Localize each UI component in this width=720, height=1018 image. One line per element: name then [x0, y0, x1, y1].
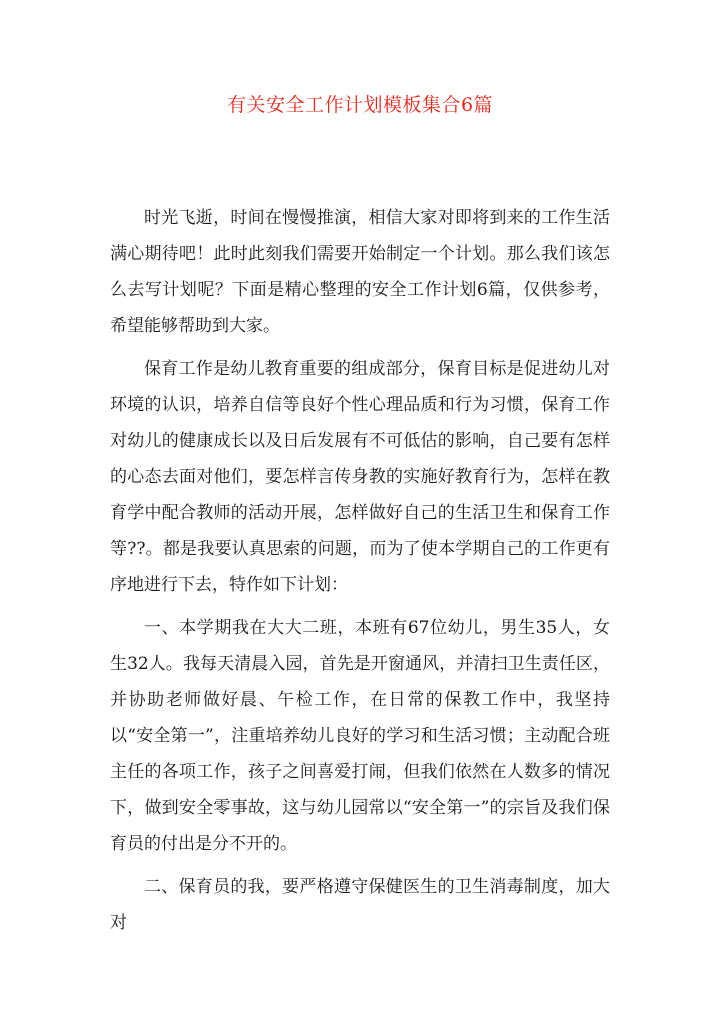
document-title: 有关安全工作计划模板集合6篇	[226, 94, 494, 116]
paragraph-section-one: 一、本学期我在大大二班，本班有67位幼儿，男生35人，女生32人。我每天清晨入园，首先是开窗通风，并清扫卫生责任区，并协助老师做好晨、午检工作，在日常的保教工作中，我坚持以“安全第一”，注重培养幼儿良好的学习和生活习惯；主动配合班主任的各项工作，孩子之间喜爱打闹，但我们依然在人数多的情况下，做到安全零事故，这与幼儿园常以“安全第一”的宗旨及我们保育员的付出是分不开的。	[110, 618, 610, 854]
paragraph-section-two: 二、保育员的我，要严格遵守保健医生的卫生消毒制度，加大对	[110, 877, 610, 933]
document-body	[110, 200, 610, 948]
paragraph-overview: 保育工作是幼儿教育重要的组成部分，保育目标是促进幼儿对环境的认识，培养自信等良好个性心理品质和行为习惯，保育工作对幼儿的健康成长以及日后发展有不可低估的影响，自己要有怎样的心态去面对他们，要怎样言传身教的实施好教育行为，怎样在教育学中配合教师的活动开展，怎样做好自己的生活卫生和保育工作等??。都是我要认真思索的问题，而为了使本学期自己的工作更有序地进行下去，特作如下计划：	[110, 359, 610, 595]
paragraph-intro: 时光飞逝，时间在慢慢推演，相信大家对即将到来的工作生活满心期待吧！此时此刻我们需要开始制定一个计划。那么我们该怎么去写计划呢？下面是精心整理的安全工作计划6篇，仅供参考，希望能够帮助到大家。	[110, 208, 610, 336]
